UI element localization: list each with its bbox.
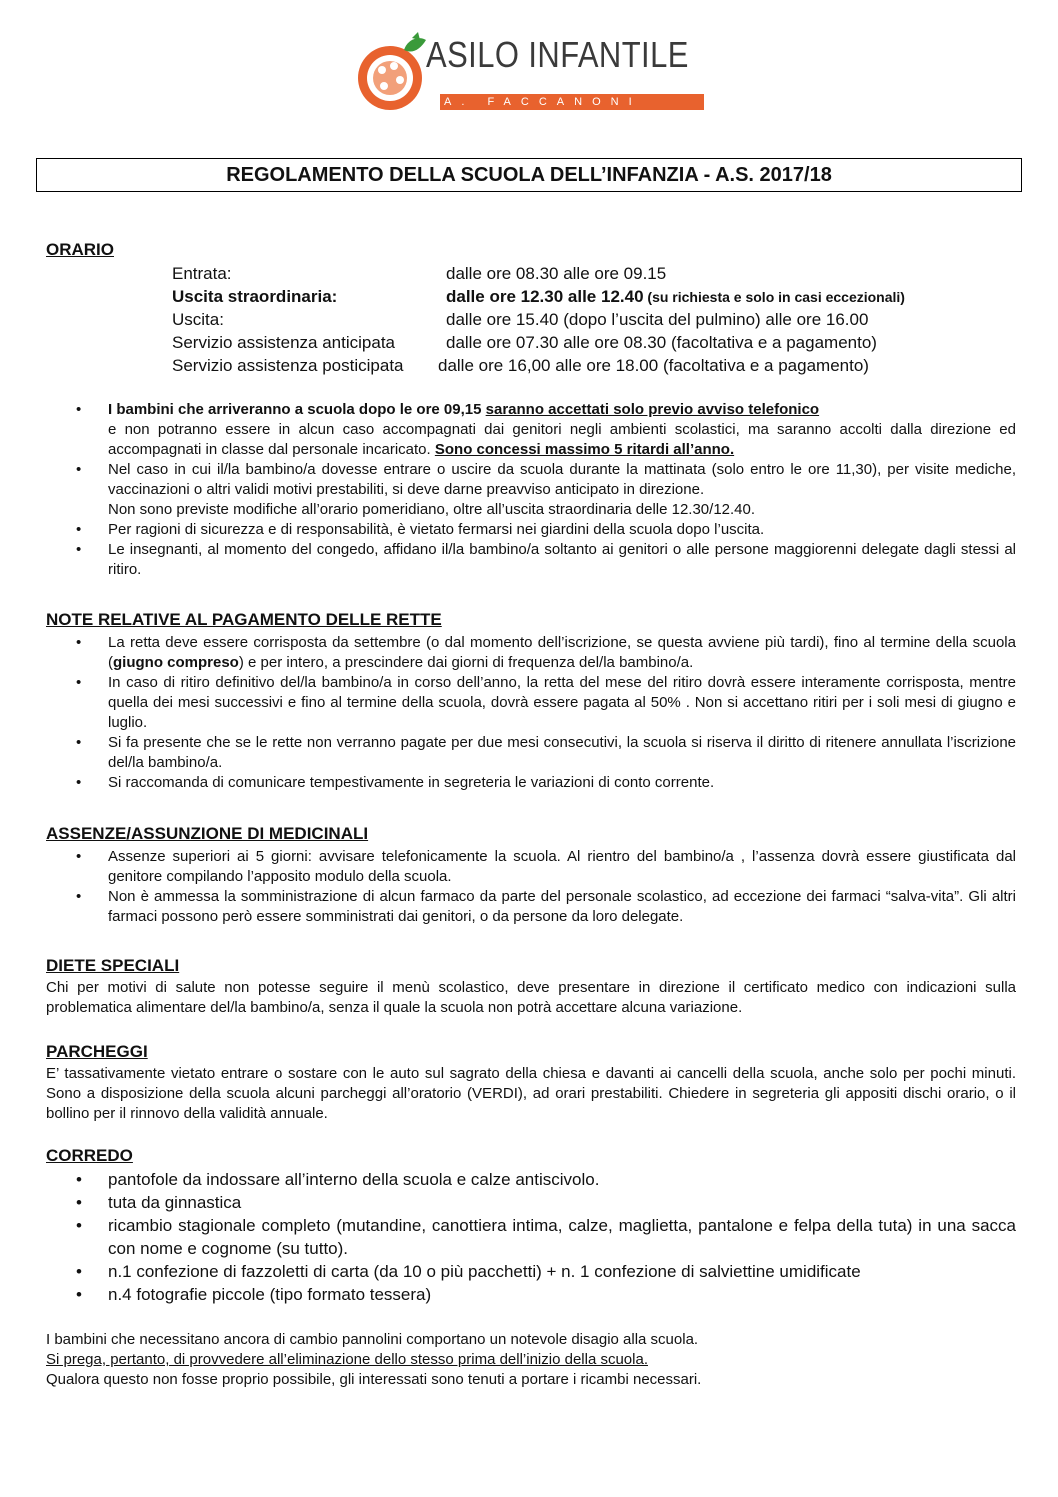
orario-label: Servizio assistenza posticipata [172, 356, 404, 375]
heading-parcheggi: PARCHEGGI [46, 1042, 148, 1061]
orario-label: Uscita: [172, 310, 224, 329]
school-logo [354, 28, 714, 118]
list-item: • pantofole da indossare all’interno della scuola e calze antiscivolo. [46, 1168, 1016, 1191]
heading-rette: NOTE RELATIVE AL PAGAMENTO DELLE RETTE [46, 610, 442, 629]
logo-emblem-icon [354, 28, 430, 118]
logo-brand-text: ASILO INFANTILE [426, 34, 689, 75]
list-item: • I bambini che arriveranno a scuola dopo le ore 09,15 saranno accettati solo previo avviso telefonico e non potranno essere in alcun caso accompagnati dai genitori negli ambienti scolastici, ma saranno accolti dalla direzione ed accompagnati in classe dal personale incaricato. Sono concessi massimo 5 ritardi all’anno. [46, 400, 1016, 460]
assenze-rules [46, 847, 1016, 927]
list-item: • Si raccomanda di comunicare tempestivamente in segreteria le variazioni di conto corrente. [46, 773, 1016, 793]
list-item: • Assenze superiori ai 5 giorni: avvisare telefonicamente la scuola. Al rientro del bambino/a , l’assenza dovrà essere giustificata dal genitore compilando l’apposito modulo della scuola. [46, 847, 1016, 887]
diete-text: Chi per motivi di salute non potesse seguire il menù scolastico, deve presentare in direzione il certificato medico con indicazioni sulla problematica alimentare del/la bambino/a, senza il quale la scuola non potrà accettare alcuna variazione. [46, 979, 1016, 1016]
orario-value: dalle ore 08.30 alle ore 09.15 [446, 264, 667, 283]
orario-label: Entrata: [172, 264, 232, 283]
heading-orario: ORARIO [46, 240, 114, 259]
footer-line: Si prega, pertanto, di provvedere all’eliminazione dello stesso prima dell’inizio della scuola. [46, 1351, 648, 1368]
heading-assenze: ASSENZE/ASSUNZIONE DI MEDICINALI [46, 824, 369, 843]
orario-value: dalle ore 12.30 alle 12.40 (su richiesta e solo in casi eccezionali) [446, 287, 905, 306]
orario-value: dalle ore 15.40 (dopo l’uscita del pulmino) alle ore 16.00 [446, 310, 869, 329]
footer-note [46, 1330, 1016, 1390]
orario-value: dalle ore 16,00 alle ore 18.00 (facoltativa e a pagamento) [438, 356, 869, 375]
footer-line: I bambini che necessitano ancora di cambio pannolini comportano un notevole disagio alla scuola. [46, 1331, 699, 1348]
document-title: REGOLAMENTO DELLA SCUOLA DELL’INFANZIA - A.S. 2017/18 [36, 158, 1022, 192]
orario-label: Servizio assistenza anticipata [172, 333, 396, 352]
list-item: • tuta da ginnastica [46, 1191, 1016, 1214]
list-item: • Per ragioni di sicurezza e di responsabilità, è vietato fermarsi nei giardini della scuola dopo l’uscita. [46, 520, 1016, 540]
list-item: • Si fa presente che se le rette non verranno pagate per due mesi consecutivi, la scuola si riserva il diritto di ritenere annullata l’iscrizione del/la bambino/a. [46, 733, 1016, 773]
list-item: • In caso di ritiro definitivo del/la bambino/a in corso dell’anno, la retta del mese del ritiro dovrà essere interamente corrisposta, mentre quella dei mesi successivi e fino al termine della scuola, dovrà essere pagata al 50% . Non si accettano ritiri per i soli mesi di giugno e luglio. [46, 673, 1016, 733]
list-item: • Le insegnanti, al momento del congedo, affidano il/la bambino/a soltanto ai genitori o alle persone maggiorenni delegate dagli stessi al ritiro. [46, 540, 1016, 580]
logo-subtitle-text: A. FACCANONI [444, 96, 642, 108]
list-item: • Nel caso in cui il/la bambino/a dovesse entrare o uscire da scuola durante la mattinata (solo entro le ore 11,30), per visite mediche, vaccinazioni o altri validi motivi prestabiliti, si deve darne preavviso anticipato in direzione. Non sono previste modifiche all’orario pomeridiano, oltre all’uscita straordinaria delle 12.30/12.40. [46, 460, 1016, 520]
rette-rules [46, 633, 1016, 793]
corredo-list [46, 1168, 1016, 1306]
orario-rules [46, 400, 1016, 580]
footer-line: Qualora questo non fosse proprio possibile, gli interessati sono tenuti a portare i ricambi necessari. [46, 1371, 702, 1388]
orario-label: Uscita straordinaria: [172, 287, 338, 306]
list-item: • ricambio stagionale completo (mutandine, canottiera intima, calze, maglietta, pantalone e felpa della tuta) in una sacca con nome e cognome (su tutto). [46, 1214, 1016, 1260]
parcheggi-text: E’ tassativamente vietato entrare o sostare con le auto sul sagrato della chiesa e davanti ai cancelli della scuola, anche solo per pochi minuti. Sono a disposizione della scuola alcuni parcheggi all’oratorio (VERDI), ad orari prestabiliti. Chiedere in segreteria gli appositi dischi orario, o il bollino per il rinnovo della validità annuale. [46, 1065, 1016, 1122]
list-item: • La retta deve essere corrisposta da settembre (o dal momento dell’iscrizione, se questa avviene più tardi), fino al termine della scuola (giugno compreso) e per intero, a prescindere dai giorni di frequenza del/la bambino/a. [46, 633, 1016, 673]
heading-diete: DIETE SPECIALI [46, 956, 180, 975]
heading-corredo: CORREDO [46, 1146, 133, 1165]
list-item: • n.4 fotografie piccole (tipo formato tessera) [46, 1283, 1016, 1306]
list-item: • n.1 confezione di fazzoletti di carta (da 10 o più pacchetti) + n. 1 confezione di salviettine umidificate [46, 1260, 1016, 1283]
orario-value: dalle ore 07.30 alle ore 08.30 (facoltativa e a pagamento) [446, 333, 877, 352]
list-item: • Non è ammessa la somministrazione di alcun farmaco da parte del personale scolastico, ad eccezione dei farmaci “salva-vita”. Gli altri farmaci possono però essere somministrati dai genitori, o da persone da loro delegate. [46, 887, 1016, 927]
